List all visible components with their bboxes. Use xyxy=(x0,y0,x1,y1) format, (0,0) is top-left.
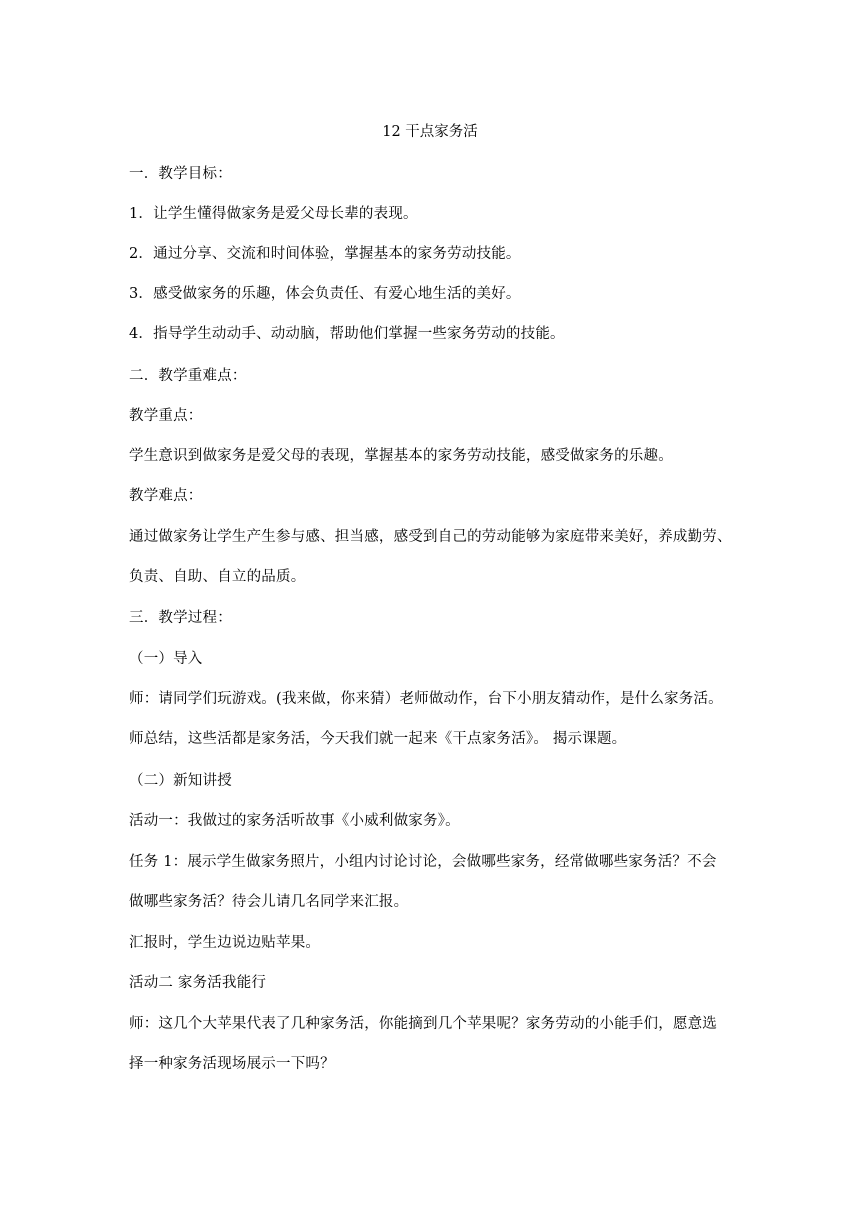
paragraph-difficult-point-line-1: 通过做家务让学生产生参与感、担当感，感受到自己的劳动能够为家庭带来美好，养成勤劳、 xyxy=(129,529,732,545)
paragraph-introduction-game: 师：请同学们玩游戏。(我来做，你来猜）老师做动作，台下小朋友猜动作，是什么家务活。 xyxy=(129,691,723,707)
subheading-difficult-point: 教学难点： xyxy=(129,488,203,504)
document-title: 12 干点家务活 xyxy=(382,124,478,140)
objective-item-2: 2．通过分享、交流和时间体验，掌握基本的家务劳动技能。 xyxy=(129,246,521,262)
paragraph-teacher-apples-line-2: 择一种家务活现场展示一下吗？ xyxy=(129,1056,335,1072)
section-heading-key-points: 二．教学重难点： xyxy=(129,368,247,384)
paragraph-task-one-line-1: 任务 1：展示学生做家务照片，小组内讨论讨论，会做哪些家务，经常做哪些家务活？不会 xyxy=(129,854,717,870)
paragraph-key-point: 学生意识到做家务是爱父母的表现，掌握基本的家务劳动技能，感受做家务的乐趣。 xyxy=(129,448,673,464)
paragraph-difficult-point-line-2: 负责、自助、自立的品质。 xyxy=(129,569,306,585)
paragraph-teacher-apples-line-1: 师：这几个大苹果代表了几种家务活，你能摘到几个苹果呢？家务劳动的小能手们，愿意选 xyxy=(129,1016,717,1032)
paragraph-activity-one: 活动一：我做过的家务活听故事《小威利做家务》。 xyxy=(129,813,460,829)
paragraph-task-one-line-2: 做哪些家务活？待会儿请几名同学来汇报。 xyxy=(129,894,409,910)
objective-item-3: 3．感受做家务的乐趣，体会负责任、有爱心地生活的美好。 xyxy=(129,286,521,302)
paragraph-introduction-summary: 师总结，这些活都是家务活，今天我们就一起来《干点家务活》。 揭示课题。 xyxy=(129,731,627,747)
section-heading-process: 三．教学过程： xyxy=(129,610,232,626)
paragraph-report: 汇报时，学生边说边贴苹果。 xyxy=(129,935,321,951)
subheading-introduction: （一）导入 xyxy=(129,651,203,667)
subheading-key-point: 教学重点： xyxy=(129,408,203,424)
objective-item-4: 4．指导学生动动手、动动脑，帮助他们掌握一些家务劳动的技能。 xyxy=(129,326,565,342)
paragraph-activity-two: 活动二 家务活我能行 xyxy=(129,975,267,991)
subheading-new-knowledge: （二）新知讲授 xyxy=(129,773,232,789)
objective-item-1: 1．让学生懂得做家务是爱父母长辈的表现。 xyxy=(129,206,418,222)
section-heading-objectives: 一．教学目标： xyxy=(129,166,232,182)
